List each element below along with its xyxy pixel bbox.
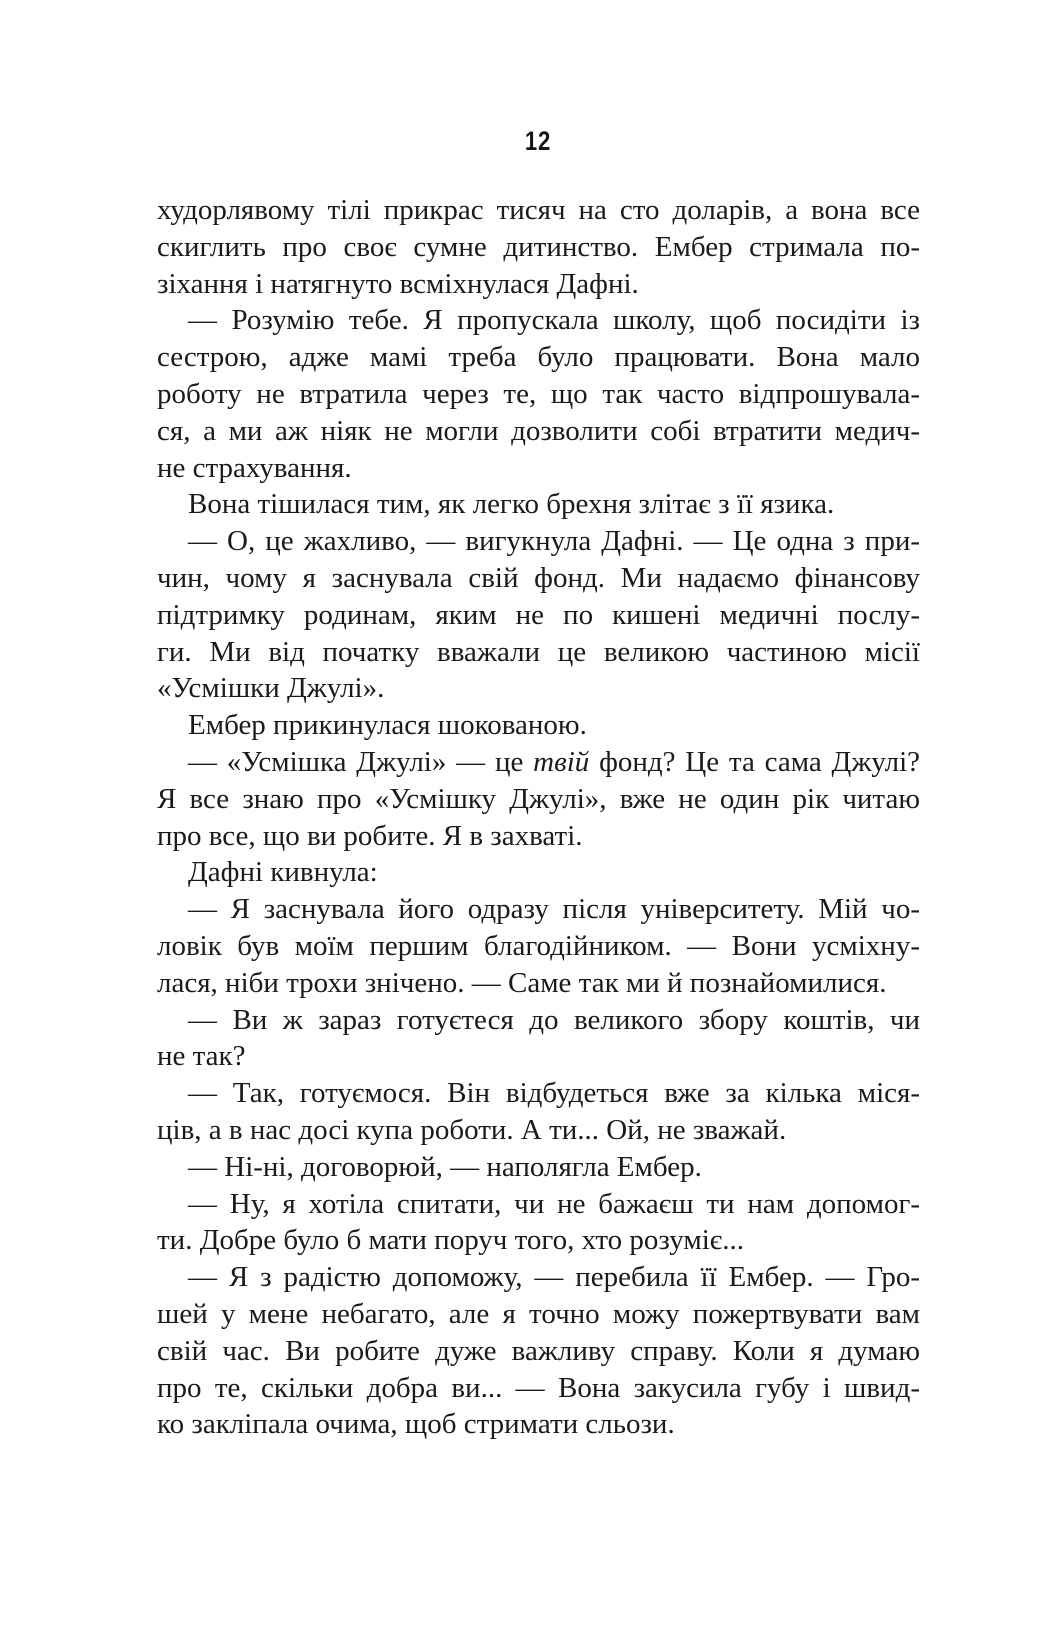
text-line: Вона тішилася тим, як легко брехня злітає з її язика. — [188, 488, 835, 521]
paragraph — [157, 707, 920, 744]
text-line: Дафні кивнула: — [188, 856, 378, 889]
paragraph — [157, 1075, 920, 1149]
text-line: ко закліпала очима, щоб стримати сльози. — [157, 1408, 675, 1441]
text-line: — О, це жахливо, — вигукнула Дафні. — Це одна з при- — [188, 525, 920, 558]
text-line: — Ну, я хотіла спитати, чи не бажаєш ти нам допомог- — [188, 1187, 920, 1220]
text-line: про те, скільки добра ви... — Вона закусила губу і швид- — [157, 1371, 920, 1404]
text-line: чин, чому я заснувала свій фонд. Ми надаємо фінансову — [157, 561, 920, 594]
text-line: підтримку родинам, яким не по кишені медичні послу- — [157, 598, 920, 631]
text-line: не так? — [157, 1040, 246, 1073]
body-text — [157, 192, 920, 1443]
text-line: — Я з радістю допоможу, — перебила її Ембер. — Гро- — [188, 1261, 920, 1294]
text-line: — Розумію тебе. Я пропускала школу, щоб посидіти із — [188, 304, 920, 337]
text-line: — Ви ж зараз готуєтеся до великого збору коштів, чи — [188, 1003, 920, 1036]
text-line: свій час. Ви робите дуже важливу справу. Коли я думаю — [157, 1334, 920, 1367]
page-number: 12 — [525, 126, 552, 156]
text-line: ців, а в нас досі купа роботи. А ти... Ой, не зважай. — [157, 1113, 787, 1146]
text-line: ловік був моїм першим благодійником. — Вони усміхну- — [157, 929, 920, 962]
text-line: — Так, готуємося. Він відбудеться вже за кілька міся- — [188, 1077, 920, 1110]
page-header — [157, 126, 920, 157]
text-line: — Я заснувала його одразу після університету. Мій чо- — [188, 893, 920, 926]
text-line: ги. Ми від початку вважали це великою частиною місії — [157, 635, 920, 668]
text-line: Ембер прикинулася шокованою. — [188, 709, 587, 742]
text-line: — «Усмішка Джулі» — це твій фонд? Це та сама Джулі? — [188, 745, 920, 778]
text-line: шей у мене небагато, але я точно можу пожертвувати вам — [157, 1297, 920, 1330]
text-line: скиглить про своє сумне дитинство. Ембер стримала по- — [157, 230, 920, 263]
paragraph — [157, 744, 920, 854]
paragraph — [157, 192, 920, 302]
text-line: ся, а ми аж ніяк не могли дозволити собі втратити медич- — [157, 414, 920, 447]
paragraph — [157, 486, 920, 523]
italic-text: твій — [533, 745, 590, 778]
paragraph — [157, 891, 920, 1001]
text-line: про все, що ви робите. Я в захваті. — [157, 819, 583, 852]
paragraph — [157, 523, 920, 707]
text-line: зіхання і натягнуто всміхнулася Дафні. — [157, 267, 639, 300]
paragraph — [157, 1149, 920, 1186]
paragraph — [157, 1002, 920, 1076]
text-line: — Ні-ні, договорюй, — наполягла Ембер. — [188, 1150, 702, 1183]
text-line: Я все знаю про «Усмішку Джулі», вже не один рік читаю — [157, 782, 920, 815]
text-line: «Усмішки Джулі». — [157, 672, 385, 705]
text-line: ти. Добре було б мати поруч того, хто розуміє... — [157, 1224, 744, 1257]
text-line: сестрою, адже мамі треба було працювати. Вона мало — [157, 341, 920, 374]
text-line: роботу не втратила через те, що так часто відпрошувала- — [157, 377, 920, 410]
paragraph — [157, 1259, 920, 1443]
paragraph — [157, 1186, 920, 1260]
text-line: худорлявому тілі прикрас тисяч на сто доларів, а вона все — [157, 194, 920, 226]
text-line: не страхування. — [157, 451, 352, 484]
paragraph — [157, 302, 920, 486]
text-line: лася, ніби трохи знічено. — Саме так ми й познайомилися. — [157, 966, 887, 999]
paragraph — [157, 854, 920, 891]
